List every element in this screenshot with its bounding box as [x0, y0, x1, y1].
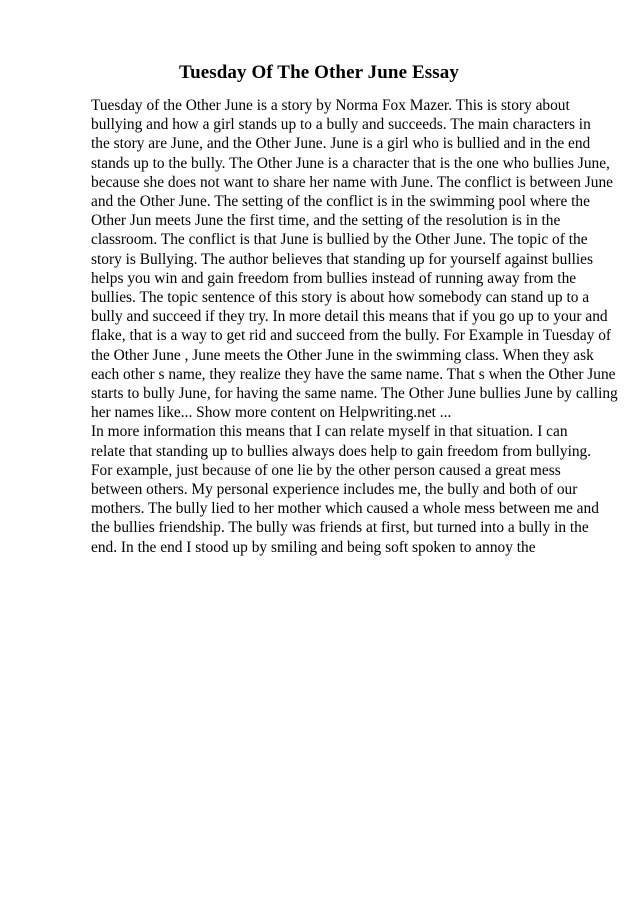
- essay-line: the Other June , June meets the Other June in the swimming class. When they ask: [91, 346, 594, 364]
- essay-line: relate that standing up to bullies always does help to gain freedom from bullying.: [91, 442, 592, 460]
- essay-line: For example, just because of one lie by the other person caused a great mess: [91, 461, 561, 479]
- essay-line: stands up to the bully. The Other June is a character that is the one who bullies June,: [91, 154, 610, 172]
- essay-line: bully and succeed if they try. In more detail this means that if you go up to your and: [91, 308, 608, 326]
- essay-line: because she does not want to share her name with June. The conflict is between June: [91, 173, 613, 191]
- essay-line: classroom. The conflict is that June is bullied by the Other June. The topic of the: [91, 231, 588, 249]
- essay-line: mothers. The bully lied to her mother which caused a whole mess between me and: [91, 500, 599, 518]
- essay-line: story is Bullying. The author believes that standing up for yourself against bullies: [91, 250, 593, 268]
- essay-line: the bullies friendship. The bully was friends at first, but turned into a bully in the: [91, 519, 589, 537]
- essay-line: and the Other June. The setting of the conflict is in the swimming pool where the: [91, 193, 590, 211]
- essay-line: the story are June, and the Other June. June is a girl who is bullied and in the end: [91, 135, 591, 153]
- essay-line: helps you win and gain freedom from bullies instead of running away from the: [91, 269, 577, 287]
- essay-line: bullies. The topic sentence of this story is about how somebody can stand up to a: [91, 289, 590, 307]
- essay-line: flake, that is a way to get rid and succeed from the bully. For Example in Tuesday of: [91, 327, 612, 345]
- essay-line: starts to bully June, for having the same name. The Other June bullies June by calling: [91, 385, 618, 403]
- essay-line: Other Jun meets June the first time, and the setting of the resolution is in the: [91, 212, 561, 230]
- essay-body: [91, 96, 618, 557]
- essay-line: In more information this means that I can relate myself in that situation. I can: [91, 423, 568, 441]
- essay-line: end. In the end I stood up by smiling and being soft spoken to annoy the: [91, 538, 536, 556]
- essay-line: Tuesday of the Other June is a story by Norma Fox Mazer. This is story about: [91, 97, 570, 114]
- essay-line: her names like... Show more content on Helpwriting.net ...: [91, 404, 452, 422]
- essay-line: each other s name, they realize they have the same name. That s when the Other June: [91, 365, 616, 383]
- essay-title: Tuesday Of The Other June Essay: [179, 62, 459, 83]
- essay-line: between others. My personal experience includes me, the bully and both of our: [91, 481, 578, 499]
- essay-line: bullying and how a girl stands up to a bully and succeeds. The main characters in: [91, 116, 591, 134]
